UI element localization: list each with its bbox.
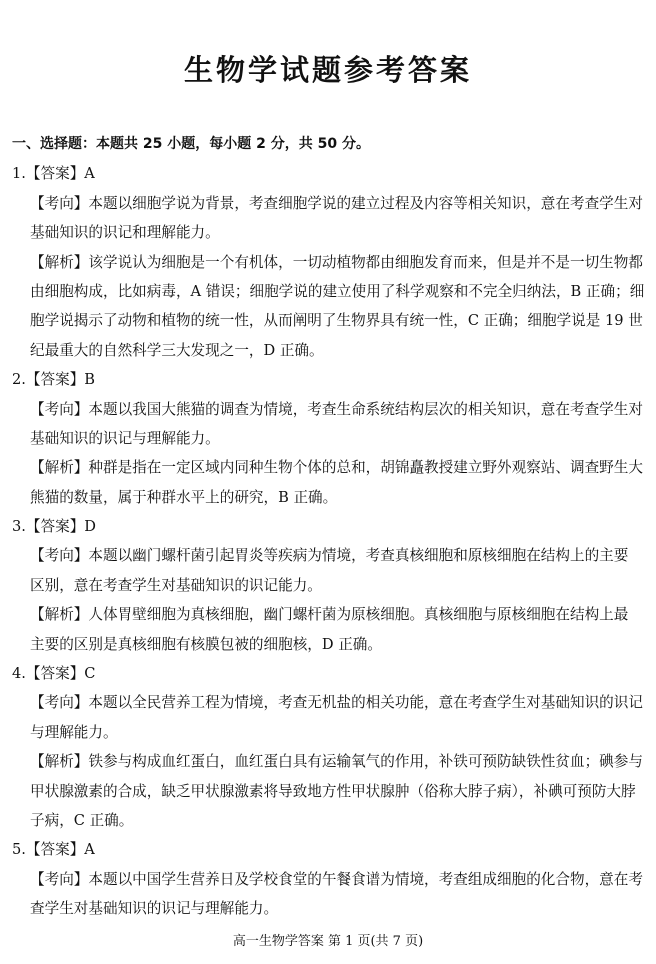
answer-text-line: 区别，意在考查学生对基础知识的识记能力。 [30,576,322,594]
answer-text-line: 【解析】该学说认为细胞是一个有机体，一切动植物都由细胞发育而来，但是并不是一切生物都 [30,253,643,271]
answer-text-line: 基础知识的识记和理解能力。 [30,224,220,242]
answer-text-line: 【考向】本题以中国学生营养日及学校食堂的午餐食谱为情境，考查组成细胞的化合物，意在考 [30,870,643,888]
section-heading: 一、选择题：本题共 25 小题，每小题 2 分，共 50 分。 [12,136,370,152]
answer-text-line: 【考向】本题以全民营养工程为情境，考查无机盐的相关功能，意在考查学生对基础知识的识记 [30,694,643,712]
answer-text-line: 由细胞构成，比如病毒，A 错误；细胞学说的建立使用了科学观察和不完全归纳法，B 正确；细 [30,282,645,300]
answer-text-line: 【解析】种群是指在一定区域内同种生物个体的总和，胡锦矗教授建立野外观察站、调查野生大 [30,459,643,477]
page-title: 生物学试题参考答案 [183,53,472,87]
answer-text-line: 甲状腺激素的合成，缺乏甲状腺激素将导致地方性甲状腺肿（俗称大脖子病），补碘可预防大脖 [30,782,636,800]
answer-text-line: 子病，C 正确。 [30,811,134,829]
answer-text-line: 胞学说揭示了动物和植物的统一性，从而阐明了生物界具有统一性，C 正确；细胞学说是 19 世 [30,312,643,330]
answer-text-line: 【解析】铁参与构成血红蛋白，血红蛋白具有运输氧气的作用，补铁可预防缺铁性贫血；碘参与 [30,753,643,771]
answer-text-line: 纪最重大的自然科学三大发现之一，D 正确。 [30,341,324,359]
answer-text-line: 【考向】本题以我国大熊猫的调查为情境，考查生命系统结构层次的相关知识，意在考查学生对 [30,400,643,418]
answer-text-line: 查学生对基础知识的识记与理解能力。 [30,900,279,918]
question-answer-line: 2.【答案】B [12,371,96,389]
answer-text-line: 【解析】人体胃壁细胞为真核细胞，幽门螺杆菌为原核细胞。真核细胞与原核细胞在结构上最 [30,606,629,624]
answer-text-line: 【考向】本题以细胞学说为背景，考查细胞学说的建立过程及内容等相关知识，意在考查学生对 [30,194,643,212]
question-answer-line: 1.【答案】A [12,165,95,183]
answer-lines [12,159,644,923]
answer-text-line: 基础知识的识记与理解能力。 [30,429,220,447]
question-answer-line: 5.【答案】A [12,841,95,859]
answer-text-line: 【考向】本题以幽门螺杆菌引起胃炎等疾病为情境，考查真核细胞和原核细胞在结构上的主要 [30,547,629,565]
question-answer-line: 4.【答案】C [12,665,96,683]
answer-text-line: 与理解能力。 [30,723,118,741]
answer-text-line: 熊猫的数量，属于种群水平上的研究，B 正确。 [30,488,338,506]
question-answer-line: 3.【答案】D [12,518,96,536]
page-footer: 高一生物学答案 第 1 页(共 7 页) [232,934,424,949]
answer-content [12,130,644,924]
answer-text-line: 主要的区别是真核细胞有核膜包被的细胞核，D 正确。 [30,635,382,653]
